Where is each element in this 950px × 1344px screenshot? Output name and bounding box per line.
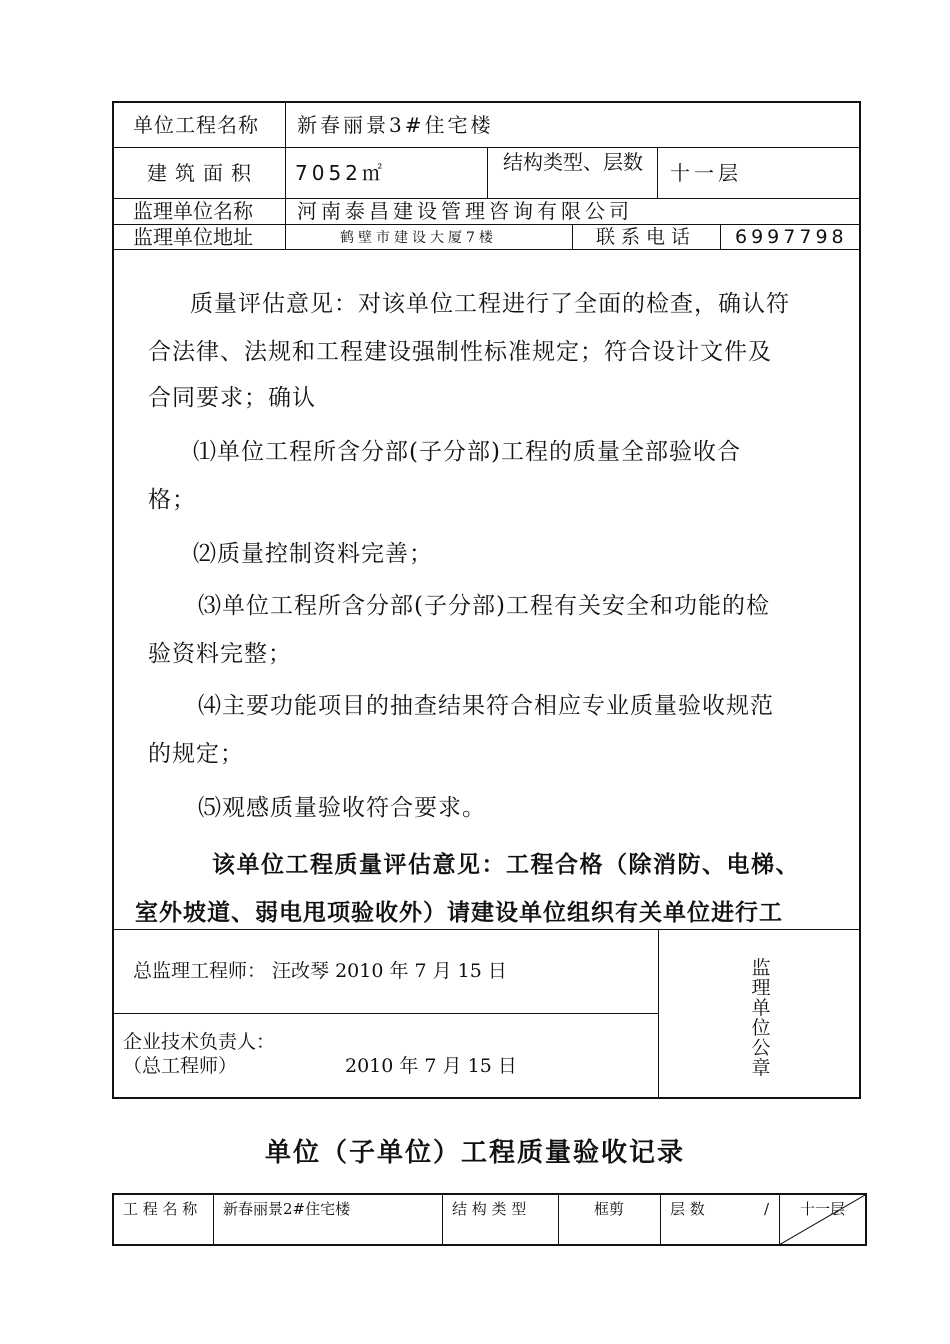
tech-lead-date: 2010 年 7 月 15 日 [345,1055,517,1077]
opinion-item-3-cont: 验资料完整； [148,641,292,667]
chief-engineer-label: （总工程师） [123,1055,238,1077]
supervisor-seal-label: 监理单位公章 [751,957,771,1079]
col-divider [657,147,658,198]
project-name-value: 新春丽景3#住宅楼 [297,113,494,137]
building-area-value: 7052㎡ [295,161,386,185]
record-floors-sep: / [764,1200,770,1218]
record-project-name-label: 工 程 名 称 [123,1200,198,1218]
supervisor-name-label: 监理单位名称 [133,199,253,223]
phone-label: 联系电话 [596,226,697,248]
record-col [442,1193,443,1246]
table-border-left [112,101,114,1099]
sign-row-divider [112,1013,658,1014]
col-divider [487,147,488,198]
col-divider [720,224,721,249]
record-col [558,1193,559,1246]
supervisor-name-value: 河南泰昌建设管理咨询有限公司 [297,199,633,223]
record-structure-value: 框剪 [594,1200,625,1218]
opinion-item-2: ⑵质量控制资料完善； [193,541,433,567]
row-divider [112,249,861,250]
stamp-divider [658,929,659,1097]
table-border-top [112,101,861,103]
record-title: 单位（子单位）工程质量验收记录 [264,1138,685,1168]
phone-value: 6997798 [735,226,848,248]
record-border-right [865,1193,867,1246]
record-border-bottom [112,1244,867,1246]
record-border-left [112,1193,114,1246]
record-border-top [112,1193,867,1195]
tech-lead-label: 企业技术负责人： [123,1031,276,1053]
opinion-item-4: ⑷主要功能项目的抽查结果符合相应专业质量验收规范 [198,693,774,719]
project-name-label: 单位工程名称 [133,113,259,137]
opinion-item-1: ⑴单位工程所含分部(子分部)工程的质量全部验收合 [193,439,741,465]
record-project-name-value: 新春丽景2#住宅楼 [223,1200,351,1218]
col-divider [572,224,573,249]
opinion-line-2: 合法律、法规和工程建设强制性标准规定；符合设计文件及 [148,339,772,365]
supervisor-address-label: 监理单位地址 [133,225,253,249]
record-floors-value: 十一层 [800,1200,846,1218]
record-col [213,1193,214,1246]
building-area-label: 建筑面积 [147,161,259,185]
opinion-line-3: 合同要求；确认 [148,385,316,411]
chief-engineer-signature: 总监理工程师： 汪改琴 2010 年 7 月 15 日 [133,960,507,982]
record-structure-label: 结 构 类 型 [452,1200,527,1218]
sign-divider [112,929,861,930]
supervisor-address-value: 鹤壁市建设大厦7楼 [340,230,497,246]
opinion-item-4-cont: 的规定； [148,741,244,767]
opinion-item-3: ⑶单位工程所含分部(子分部)工程有关安全和功能的检 [198,593,770,619]
opinion-item-1-cont: 格； [148,487,196,513]
col-divider [285,101,286,249]
opinion-item-5: ⑸观感质量验收符合要求。 [198,795,486,821]
conclusion-line-2: 室外坡道、弱电甩项验收外）请建设单位组织有关单位进行工 [135,900,783,926]
record-floors-label: 层 数 [670,1200,705,1218]
structure-type-value: 十一层 [670,161,742,185]
record-col [660,1193,661,1246]
structure-type-label: 结构类型、层数 [503,150,643,174]
conclusion-line-1: 该单位工程质量评估意见：工程合格（除消防、电梯、 [212,852,800,878]
table-border-bottom [112,1097,861,1099]
opinion-line-1: 质量评估意见：对该单位工程进行了全面的检查，确认符 [190,291,790,317]
table-border-right [859,101,861,1099]
